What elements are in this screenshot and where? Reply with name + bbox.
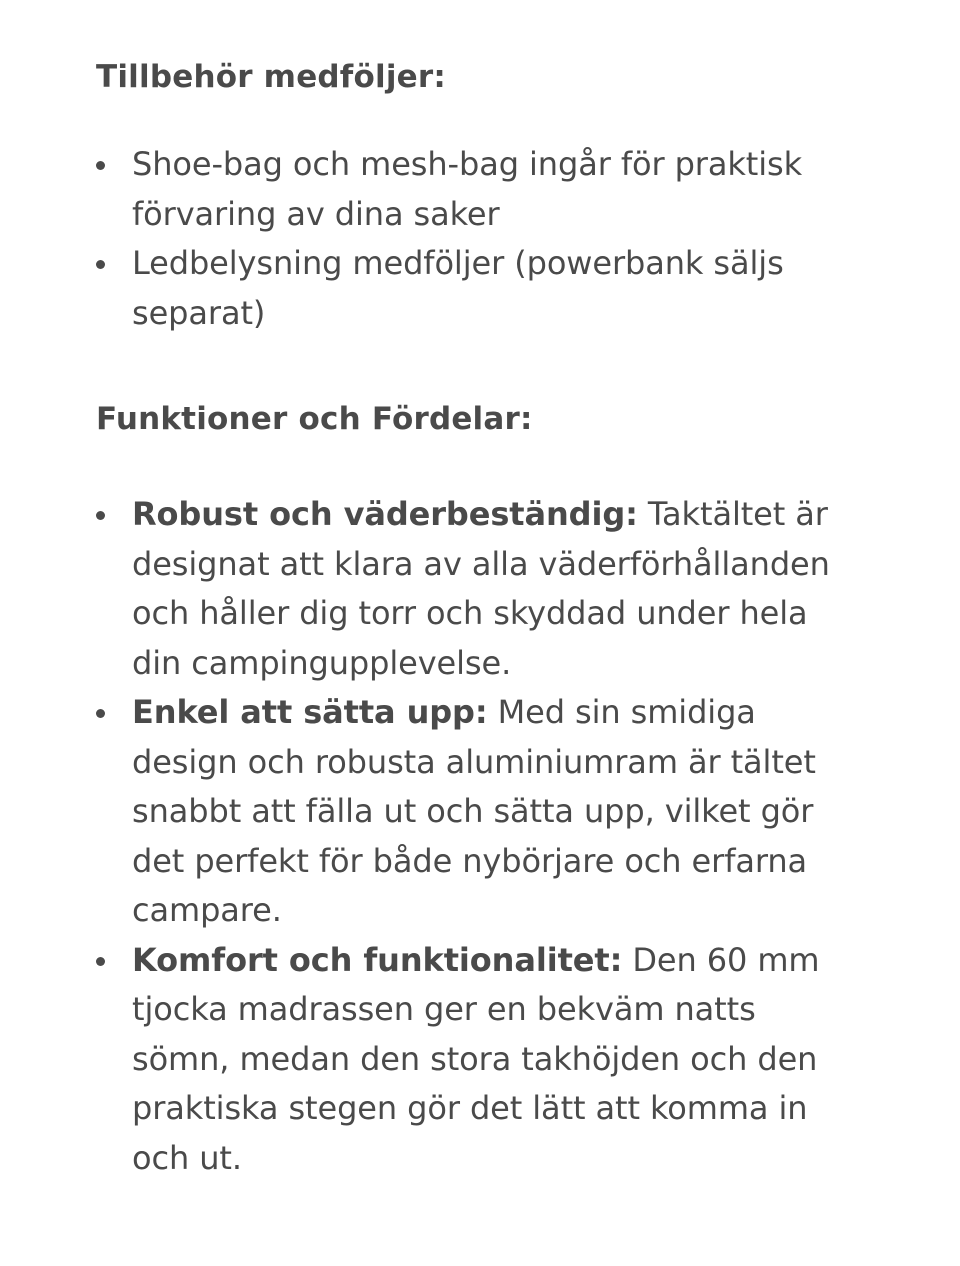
list-item-text: Shoe-bag och mesh-bag ingår för praktisk förvaring av dina saker: [132, 145, 803, 233]
bullet-icon: [96, 260, 105, 269]
feature-text: Med sin smidiga design och robusta aluminiumram är tältet snabbt att fälla ut och sätta upp, vilket gör det perfekt för både nybörjare och erfarna campare.: [132, 693, 816, 929]
bullet-icon: [96, 709, 105, 718]
feature-title: Enkel att sätta upp:: [132, 693, 488, 731]
accessories-heading: Tillbehör medföljer:: [96, 59, 446, 95]
list-item: [96, 688, 860, 936]
feature-title: Komfort och funktionalitet:: [132, 940, 623, 979]
list-item: [96, 936, 860, 1184]
list-item: [96, 490, 860, 688]
bullet-icon: [96, 161, 105, 170]
feature-text: Taktältet är designat att klara av alla väderförhållanden och håller dig torr och skyddad under hela din campingupplevelse.: [132, 495, 830, 682]
list-item: [96, 239, 860, 338]
feature-text: Den 60 mm tjocka madrassen ger en bekväm natts sömn, medan den stora takhöjden och den praktiska stegen gör det lätt att komma in och ut.: [132, 940, 820, 1177]
bullet-icon: [96, 511, 105, 520]
features-heading: Funktioner och Fördelar:: [96, 401, 533, 437]
features-list: [96, 490, 860, 1183]
list-item: [96, 140, 860, 239]
feature-title: Robust och väderbeständig:: [132, 495, 638, 533]
accessories-list: [96, 140, 860, 338]
list-item-text: Ledbelysning medföljer (powerbank säljs separat): [132, 244, 784, 332]
bullet-icon: [96, 957, 105, 966]
